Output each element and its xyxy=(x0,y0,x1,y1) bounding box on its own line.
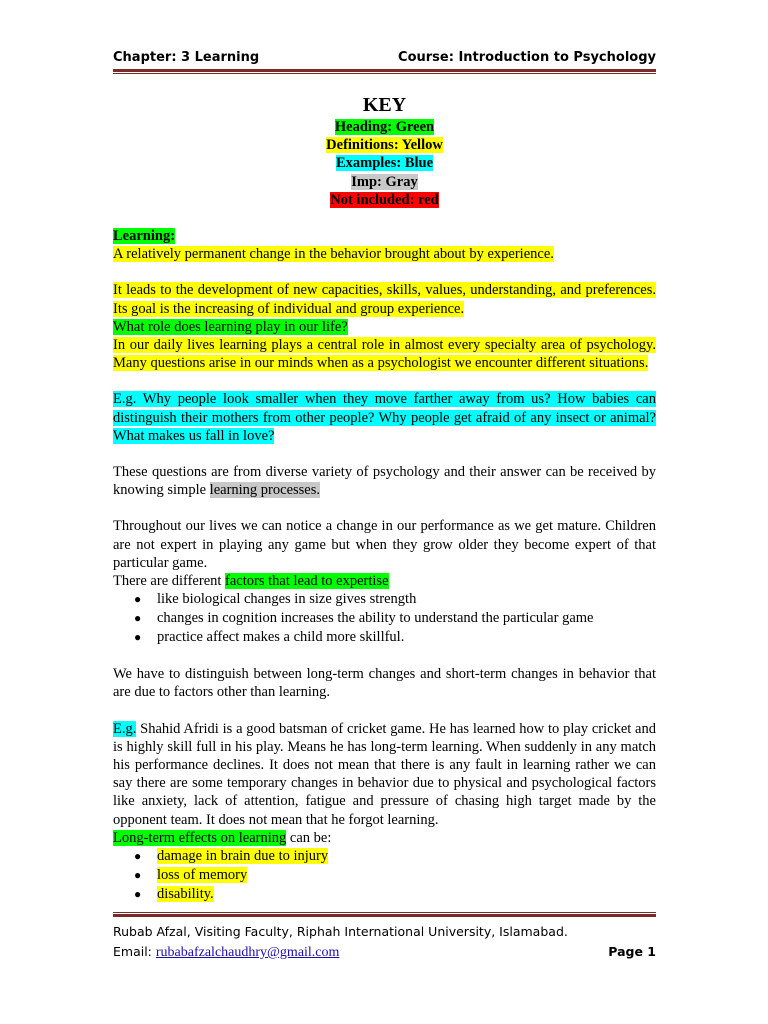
distinguish-paragraph: We have to distinguish between long-term changes and short-term changes in behavior that are due to factors other than learning. xyxy=(113,666,656,701)
color-key xyxy=(113,92,656,209)
key-title: KEY xyxy=(362,94,407,116)
list-item: ● like biological changes in size gives strength xyxy=(134,591,417,608)
bullet-icon: ● xyxy=(134,630,142,645)
learning-definition: A relatively permanent change in the behavior brought about by experience. xyxy=(113,246,554,263)
longterm-heading: Long-term effects on learning xyxy=(113,829,287,846)
chapter-title: Chapter: 3 Learning xyxy=(113,50,260,65)
development-paragraph: It leads to the development of new capacities, skills, values, understanding, and preferences. Its goal is the increasing of individual and group experience. xyxy=(113,282,656,317)
email-label: Email: xyxy=(113,944,156,959)
key-imp: Imp: Gray xyxy=(351,173,418,190)
performance-paragraph: Throughout our lives we can notice a change in our performance as we get mature. Children are not expert in playing any game but when they grow older they become expert of that particular game. xyxy=(113,518,656,571)
role-answer-paragraph: In our daily lives learning plays a central role in almost every specialty area of psychology. Many questions arise in our minds when as a psychologist we encounter different situations. xyxy=(113,337,656,372)
key-examples: Examples: Blue xyxy=(335,155,434,172)
example-questions: E.g. Why people look smaller when they move farther away from us? How babies can distinguish their mothers from other people? Why people get afraid of any insect or animal? What makes us fall in love? xyxy=(113,391,656,444)
key-heading: Heading: Green xyxy=(334,119,435,135)
factors-intro: There are different xyxy=(113,573,226,590)
page-header xyxy=(113,48,656,68)
questions-text: These questions are from diverse variety of psychology and their answer can be received by knowing simple xyxy=(113,464,656,499)
list-item: ● loss of memory xyxy=(134,867,248,884)
longterm-suffix: can be: xyxy=(286,829,332,846)
page-footer xyxy=(113,922,656,963)
eg-label: E.g. xyxy=(113,720,137,737)
bullet-icon: ● xyxy=(134,592,142,607)
list-item: ● practice affect makes a child more skillful. xyxy=(134,629,405,646)
footer-rule-thin xyxy=(113,912,656,913)
bullet-icon: ● xyxy=(134,611,142,626)
factors-heading: factors that lead to expertise xyxy=(225,573,389,590)
longterm-list xyxy=(113,847,656,904)
longterm-line xyxy=(113,829,656,847)
factors-intro-line xyxy=(113,572,656,590)
bullet-icon: ● xyxy=(134,868,142,883)
bullet-icon: ● xyxy=(134,849,142,864)
key-not-included: Not included: red xyxy=(330,191,439,208)
key-definitions: Definitions: Yellow xyxy=(326,137,443,154)
list-item: ● changes in cognition increases the ability to understand the particular game xyxy=(134,610,594,627)
footer-author: Rubab Afzal, Visiting Faculty, Riphah International University, Islamabad. xyxy=(113,924,568,939)
questions-paragraph xyxy=(113,463,656,499)
learning-heading: Learning: xyxy=(113,228,176,245)
list-item: ● disability. xyxy=(134,886,214,903)
page-content xyxy=(113,92,656,904)
afridi-example: Shahid Afridi is a good batsman of cricket game. He has learned how to play cricket and is highly skill full in his play. Means he has long-term learning. When suddenly in any match his performance declines. It does not mean that there is any fault in learning rather we can say there are some temporary changes in behavior due to physical and psychological factors like anxiety, lack of attention, fatigue and pressure of chasing high target made by the opponent team. It does not mean that he forgot learning. xyxy=(113,720,656,828)
bullet-icon: ● xyxy=(134,887,142,902)
footer-rule xyxy=(113,914,656,917)
factors-list xyxy=(113,590,656,647)
header-rule-thin xyxy=(113,73,656,74)
email-link[interactable]: rubabafzalchaudhry@gmail.com xyxy=(155,945,340,960)
footer-email-line xyxy=(113,942,656,963)
learning-processes-imp: learning processes. xyxy=(209,482,320,499)
course-title: Course: Introduction to Psychology xyxy=(398,50,656,65)
page-number: Page 1 xyxy=(608,944,656,959)
header-rule xyxy=(113,69,656,72)
afridi-paragraph xyxy=(113,720,656,829)
list-item: ● damage in brain due to injury xyxy=(134,848,329,865)
role-question-heading: What role does learning play in our life? xyxy=(113,318,348,335)
